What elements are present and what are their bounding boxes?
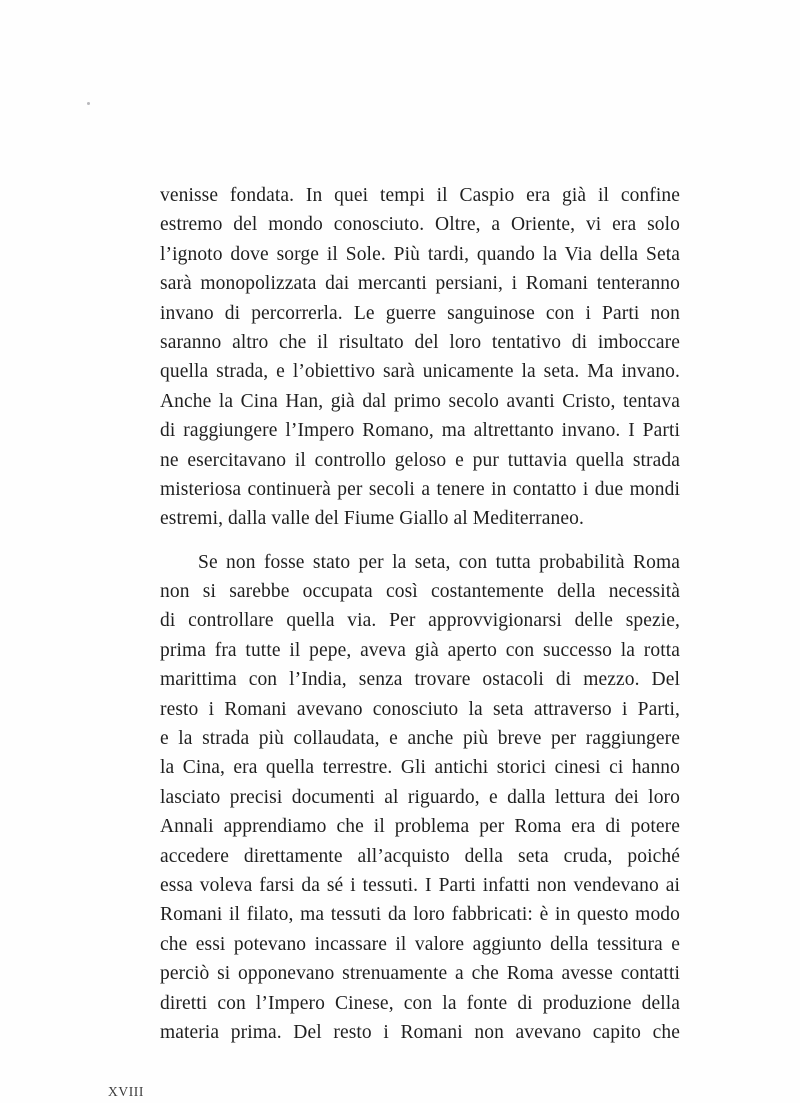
text-line: Anche la Cina Han, già dal primo secolo avanti Cristo, tentava — [160, 390, 680, 412]
text-line: di controllare quella via. Per approvvigionarsi delle spezie, — [160, 610, 680, 632]
text-line: estremo del mondo conosciuto. Oltre, a Oriente, vi era solo — [160, 214, 680, 236]
text-line: materia prima. Del resto i Romani non avevano capito che — [160, 1021, 680, 1043]
text-line: venisse fondata. In quei tempi il Caspio era già il confine — [160, 185, 680, 206]
text-line: ne esercitavano il controllo geloso e pur tuttavia quella strada — [160, 449, 680, 471]
text-line: resto i Romani avevano conosciuto la seta attraverso i Parti, — [160, 698, 680, 720]
text-line: quella strada, e l’obiettivo sarà unicamente la seta. Ma invano. — [160, 361, 680, 383]
text-line: l’ignoto dove sorge il Sole. Più tardi, quando la Via della Seta — [160, 243, 680, 265]
text-line: prima fra tutte il pepe, aveva già aperto con successo la rotta — [160, 639, 680, 661]
text-line: che essi potevano incassare il valore aggiunto della tessitura e — [160, 933, 680, 955]
text-line: Se non fosse stato per la seta, con tutta probabilità Roma — [198, 551, 680, 573]
text-line: lasciato precisi documenti al riguardo, e dalla lettura dei loro — [160, 786, 680, 808]
text-line: di raggiungere l’Impero Romano, ma altrettanto invano. I Parti — [160, 420, 680, 442]
text-line: estremi, dalla valle del Fiume Giallo al Mediterraneo. — [160, 508, 584, 530]
text-line: diretti con l’Impero Cinese, con la fonte di produzione della — [160, 992, 680, 1014]
text-line: misteriosa continuerà per secoli a tenere in contatto i due mondi — [160, 478, 680, 500]
text-line: Annali apprendiamo che il problema per Roma era di potere — [160, 816, 680, 838]
paragraph — [160, 181, 680, 534]
body-text — [160, 181, 680, 1047]
page-number: XVIII — [108, 1084, 144, 1099]
text-line: perciò si opponevano strenuamente a che Roma avesse contatti — [160, 963, 680, 985]
text-line: invano di percorrerla. Le guerre sanguinose con i Parti non — [160, 302, 680, 324]
text-line: essa voleva farsi da sé i tessuti. I Parti infatti non vendevano ai — [160, 874, 680, 896]
text-line: sarà monopolizzata dai mercanti persiani, i Romani tenteranno — [160, 273, 680, 295]
text-line: la Cina, era quella terrestre. Gli antichi storici cinesi ci hanno — [160, 757, 680, 779]
paragraph — [160, 548, 680, 1048]
text-line: e la strada più collaudata, e anche più breve per raggiungere — [160, 728, 680, 750]
text-line: Romani il filato, ma tessuti da loro fabbricati: è in questo modo — [160, 904, 680, 926]
text-line: accedere direttamente all’acquisto della seta cruda, poiché — [160, 845, 680, 867]
text-line: non si sarebbe occupata così costantemente della necessità — [160, 581, 680, 603]
text-line: marittima con l’India, senza trovare ostacoli di mezzo. Del — [160, 669, 680, 691]
scan-speck — [87, 102, 90, 105]
text-line: saranno altro che il risultato del loro tentativo di imboccare — [160, 331, 680, 353]
